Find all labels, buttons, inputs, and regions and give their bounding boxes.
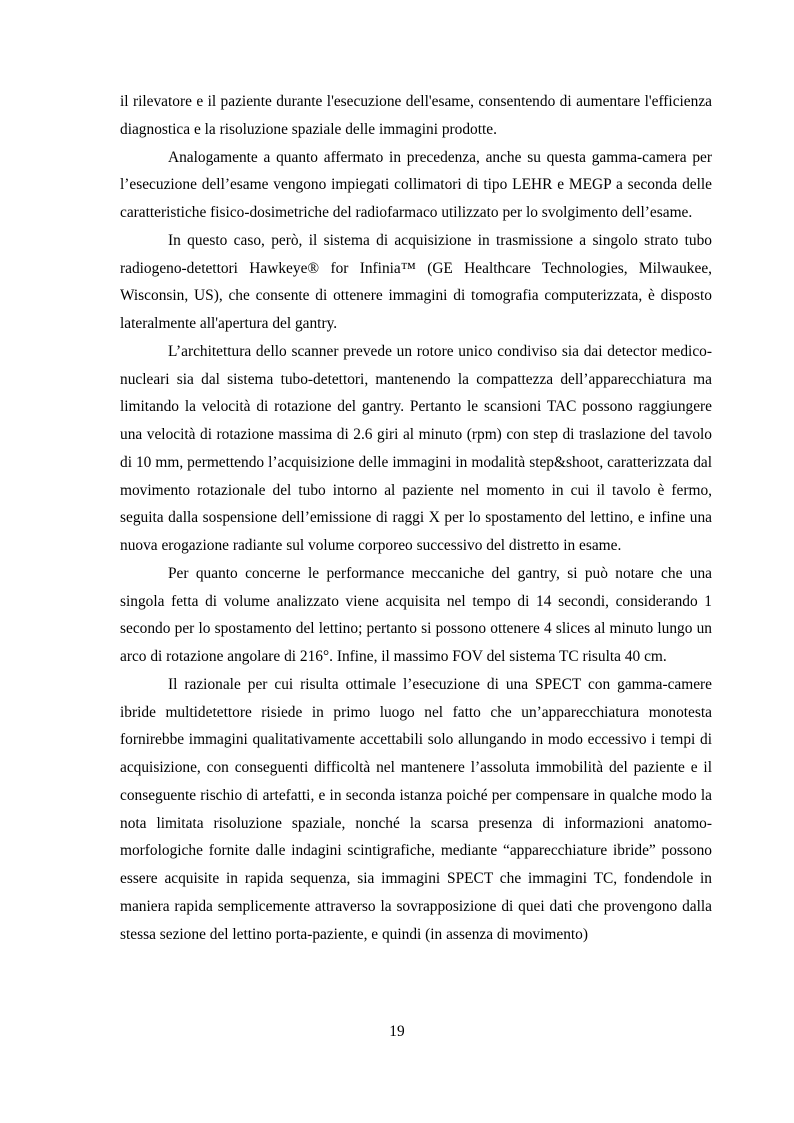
paragraph-gantry-performance: Per quanto concerne le performance meccaniche del gantry, si può notare che una singola fetta di volume analizzato viene acquisita nel tempo di 14 secondi, considerando 1 secondo per lo spostamento del lettino; pertanto si possono ottenere 4 slices al minuto lungo un arco di rotazione angolare di 216°. Infine, il massimo FOV del sistema TC risulta 40 cm. xyxy=(120,564,712,665)
paragraph-spect-rationale: Il razionale per cui risulta ottimale l’esecuzione di una SPECT con gamma-camere ibride multidetettore risiede in primo luogo nel fatto che un’apparecchiatura monotesta fornirebbe immagini qualitativamente accettabili solo allungando in modo eccessivo i tempi di acquisizione, con conseguenti difficoltà nel mantenere l’assoluta immobilità del paziente e il conseguente rischio di artefatti, e in seconda istanza poiché per compensare in qualche modo la nota limitata risoluzione spaziale, nonché la scarsa presenza di informazioni anatomo-morfologiche fornite dalle indagini scintigrafiche, mediante “apparecchiature ibride” possono essere acquisite in rapida sequenza, sia immagini SPECT che immagini TC, fondendole in maniera rapida semplicemente attraverso la sovrapposizione di quei dati che provengono dalla stessa sezione del lettino porta-paziente, e quindi (in assenza di movimento) xyxy=(120,675,712,943)
paragraph-scanner-architecture: L’architettura dello scanner prevede un rotore unico condiviso sia dai detector medico-nucleari sia dal sistema tubo-detettori, mantenendo la compattezza dell’apparecchiatura ma limitando la velocità di rotazione del gantry. Pertanto le scansioni TAC possono raggiungere una velocità di rotazione massima di 2.6 giri al minuto (rpm) con step di traslazione del tavolo di 10 mm, permettendo l’acquisizione delle immagini in modalità step&shoot, caratterizzata dal movimento rotazionale del tubo intorno al paziente nel momento in cui il tavolo è fermo, seguita dalla sospensione dell’emissione di raggi X per lo spostamento del lettino, e infine una nuova erogazione radiante sul volume corporeo successivo del distretto in esame. xyxy=(120,342,712,554)
body-text xyxy=(120,88,712,948)
paragraph-hawkeye: In questo caso, però, il sistema di acquisizione in trasmissione a singolo strato tubo radiogeno-detettori Hawkeye® for Infinia™ (GE Healthcare Technologies, Milwaukee, Wisconsin, US), che consente di ottenere immagini di tomografia computerizzata, è disposto lateralmente all'apertura del gantry. xyxy=(120,231,712,332)
paragraph-continuation: il rilevatore e il paziente durante l'esecuzione dell'esame, consentendo di aumentare l'efficienza diagnostica e la risoluzione spaziale delle immagini prodotte. xyxy=(120,93,712,138)
page-number: 19 xyxy=(389,1023,405,1040)
paragraph-collimators: Analogamente a quanto affermato in precedenza, anche su questa gamma-camera per l’esecuzione dell’esame vengono impiegati collimatori di tipo LEHR e MEGP a seconda delle caratteristiche fisico-dosimetriche del radiofarmaco utilizzato per lo svolgimento dell’esame. xyxy=(120,148,712,221)
